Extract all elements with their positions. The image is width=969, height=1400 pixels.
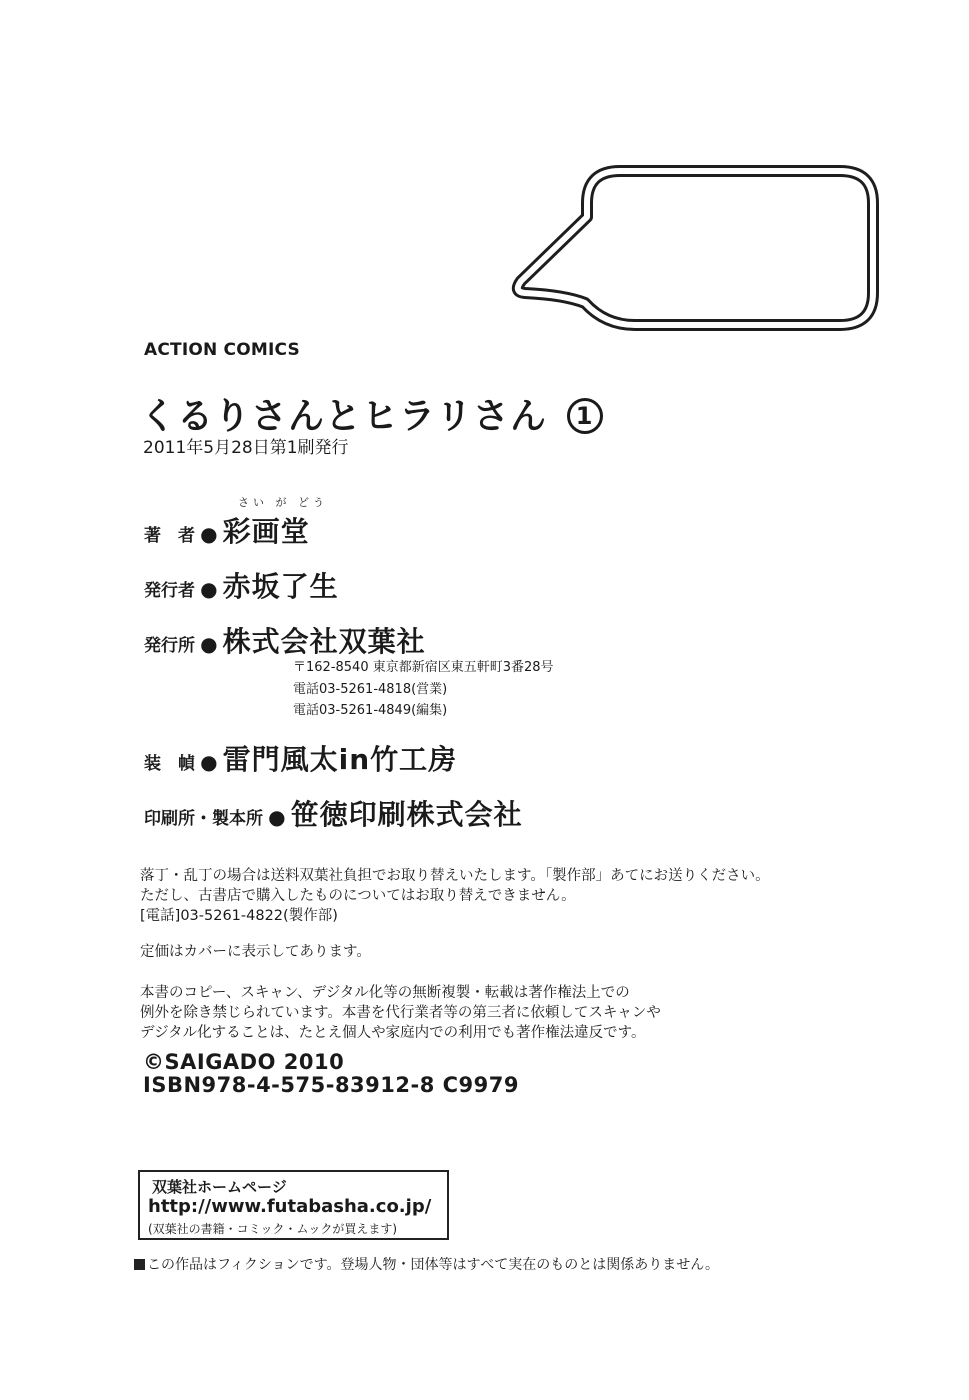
bullet-icon: ●	[268, 805, 286, 829]
credit-label: 著 者	[144, 526, 195, 546]
title-text: くるりさんとヒラリさん	[140, 396, 548, 437]
fiction-notice-text: この作品はフィクションです。登場人物・団体等はすべて実在のものとは関係ありません。	[147, 1257, 720, 1273]
bullet-icon: ●	[200, 522, 218, 546]
credit-author	[144, 510, 310, 550]
homepage-box	[138, 1170, 449, 1240]
credit-value: 笹徳印刷株式会社	[290, 798, 523, 831]
credit-design	[144, 738, 457, 778]
publish-date: 2011年5月28日第1刷発行	[143, 438, 349, 458]
copy-notice-line: 例外を除き禁じられています。本書を代行業者等の第三者に依頼してスキャンや	[140, 1005, 661, 1021]
credit-value: 彩画堂	[222, 515, 310, 548]
isbn: ISBN978-4-575-83912-8 C9979	[143, 1073, 520, 1097]
author-ruby: さい が どう	[238, 496, 328, 509]
price-notice: 定価はカバーに表示してあります。	[140, 944, 371, 960]
credit-publisher	[144, 620, 426, 660]
defect-notice-line: ただし、古書店で購入したものについてはお取り替えできません。	[140, 888, 576, 904]
credit-value: 株式会社双葉社	[222, 625, 426, 658]
series-name: ACTION COMICS	[144, 340, 300, 360]
bullet-icon: ●	[200, 577, 218, 601]
fiction-notice	[134, 1254, 719, 1274]
copy-notice-line: 本書のコピー、スキャン、デジタル化等の無断複製・転載は著作権法上での	[140, 985, 630, 1001]
bullet-icon: ●	[200, 750, 218, 774]
credit-issuer	[144, 565, 339, 605]
copyright: ©SAIGADO 2010	[143, 1050, 345, 1074]
credit-printer	[144, 793, 523, 833]
homepage-caption: (双葉社の書籍・コミック・ムックが買えます)	[148, 1222, 398, 1236]
volume-badge	[567, 398, 603, 434]
speech-bubble-graphic	[505, 165, 885, 340]
credit-value: 雷門風太in竹工房	[222, 743, 458, 776]
credit-label: 発行所	[144, 636, 195, 656]
publisher-phone-sales: 電話03-5261-4818(営業)	[293, 682, 448, 697]
bullet-icon: ●	[200, 632, 218, 656]
homepage-url[interactable]: http://www.futabasha.co.jp/	[148, 1196, 432, 1217]
defect-notice-line: 落丁・乱丁の場合は送料双葉社負担でお取り替えいたします。「製作部」あてにお送りください。	[140, 868, 770, 884]
credit-label: 発行者	[144, 581, 195, 601]
copy-notice-line: デジタル化することは、たとえ個人や家庭内での利用でも著作権法違反です。	[140, 1025, 646, 1041]
square-bullet-icon	[134, 1259, 145, 1270]
credit-label: 印刷所・製本所	[144, 809, 263, 829]
credit-label: 装 幀	[144, 754, 195, 774]
publisher-postal-address: 〒162-8540 東京都新宿区東五軒町3番28号	[293, 660, 554, 675]
defect-notice-line: [電話]03-5261-4822(製作部)	[140, 908, 338, 924]
credit-value: 赤坂了生	[222, 570, 339, 603]
publisher-phone-editorial: 電話03-5261-4849(編集)	[293, 703, 448, 718]
homepage-title: 双葉社ホームページ	[152, 1178, 287, 1196]
book-title	[140, 388, 603, 439]
volume-number: 1	[575, 402, 594, 430]
